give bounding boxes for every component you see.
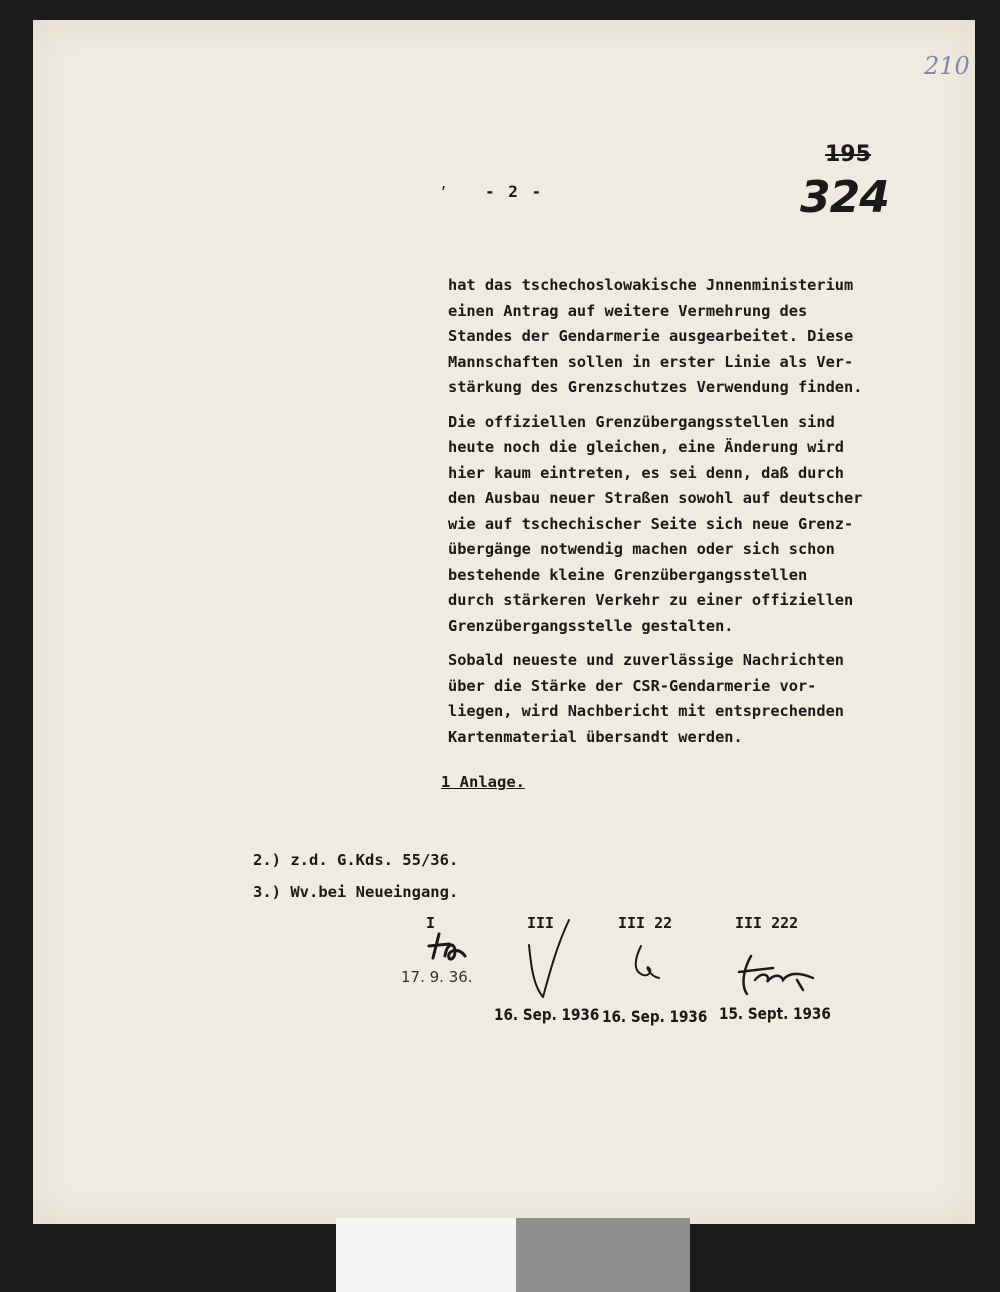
- initials-signature-3: [629, 942, 669, 982]
- text-line: den Ausbau neuer Straßen sowohl auf deutscher: [448, 489, 863, 507]
- new-page-number: 324: [800, 172, 889, 223]
- archive-number: 210: [924, 52, 970, 80]
- initials-signature-4: [733, 950, 823, 1000]
- attachment-note: 1 Anlage.: [441, 773, 525, 791]
- note-line: 2.) z.d. G.Kds. 55/36.: [253, 851, 459, 869]
- date-stamp-2: 16. Sep. 1936: [494, 1005, 600, 1024]
- old-page-number: 195: [825, 142, 871, 167]
- text-line: hat das tschechoslowakische Jnnenministerium: [448, 276, 854, 294]
- routing-notes: [253, 844, 458, 908]
- paragraph-3: [448, 648, 918, 750]
- date-stamp-1: 17. 9. 36.: [401, 968, 473, 986]
- body-text: [448, 273, 918, 759]
- date-stamp-4: 15. Sept. 1936: [719, 1004, 831, 1023]
- text-line: Kartenmaterial übersandt werden.: [448, 727, 743, 746]
- page-marker: - 2 -: [485, 182, 544, 201]
- date-stamp-3: 16. Sep. 1936: [602, 1007, 708, 1026]
- text-line: stärkung des Grenzschutzes Verwendung finden.: [448, 378, 863, 396]
- text-line: einen Antrag auf weitere Vermehrung des: [448, 301, 808, 320]
- routing-office-4: III 222: [735, 914, 799, 932]
- document-page: [33, 20, 975, 1224]
- initials-signature-2: [517, 915, 587, 1005]
- text-line: durch stärkeren Verkehr zu einer offiziellen: [448, 591, 854, 609]
- text-line: über die Stärke der CSR-Gendarmerie vor-: [448, 676, 817, 695]
- routing-office-3: III 22: [618, 914, 673, 932]
- text-line: Standes der Gendarmerie ausgearbeitet. Diese: [448, 327, 854, 345]
- routing-office-1: I: [426, 914, 436, 932]
- routing-office-2: III: [527, 914, 555, 932]
- text-line: Grenzübergangsstelle gestalten.: [448, 616, 734, 635]
- initials-signature-1: [425, 928, 475, 968]
- text-line: Die offiziellen Grenzübergangsstellen sind: [448, 412, 835, 431]
- text-line: heute noch die gleichen, eine Änderung wird: [448, 438, 845, 456]
- scan-calibration-white: [336, 1218, 516, 1292]
- paragraph-2: [448, 410, 918, 640]
- scan-calibration-gray: [516, 1218, 690, 1292]
- text-line: Mannschaften sollen in erster Linie als Ver-: [448, 352, 854, 371]
- paragraph-1: [448, 273, 918, 401]
- tick-mark: ’: [439, 185, 448, 201]
- text-line: hier kaum eintreten, es sei denn, daß durch: [448, 463, 845, 482]
- text-line: wie auf tschechischer Seite sich neue Grenz-: [448, 514, 854, 533]
- text-line: übergänge notwendig machen oder sich schon: [448, 540, 835, 558]
- text-line: liegen, wird Nachbericht mit entsprechenden: [448, 702, 845, 720]
- text-line: bestehende kleine Grenzübergangsstellen: [448, 565, 808, 584]
- text-line: Sobald neueste und zuverlässige Nachrichten: [448, 651, 845, 669]
- note-line: 3.) Wv.bei Neueingang.: [253, 883, 459, 901]
